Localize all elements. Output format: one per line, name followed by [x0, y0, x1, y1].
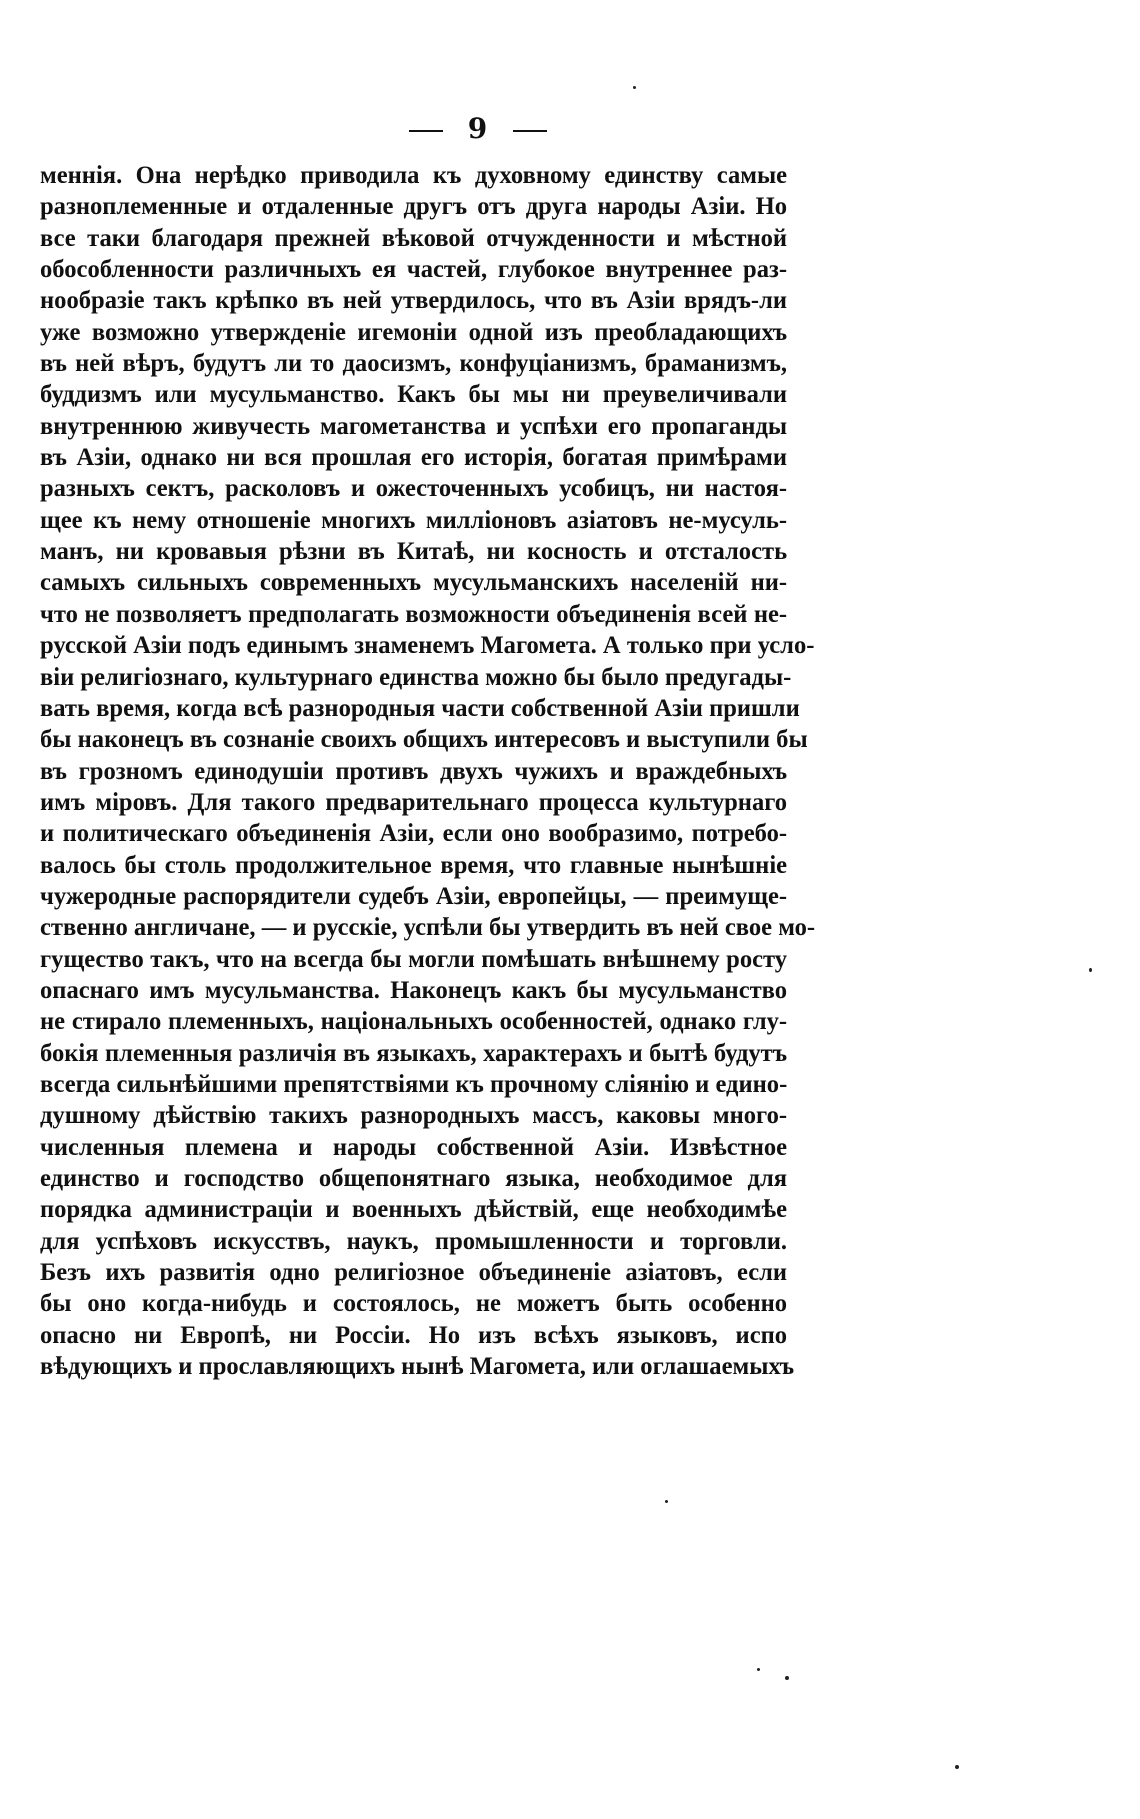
page-number-dash-left	[409, 130, 443, 132]
scan-speck	[665, 1500, 668, 1503]
text-line: не стирало племенныхъ, національныхъ особенностей, однако глу-	[40, 1008, 788, 1036]
text-line: валось бы столь продолжительное время, что главные нынѣшніе	[40, 851, 788, 879]
text-line: бокія племенныя различія въ языкахъ, характерахъ и бытѣ будутъ	[40, 1039, 788, 1067]
page-number-value: 9	[467, 112, 489, 145]
text-line: бы оно когда-нибудь и состоялось, не можетъ быть особенно	[40, 1290, 788, 1318]
text-line: для успѣховъ искусствъ, наукъ, промышленности и торговли.	[40, 1227, 788, 1255]
text-line: Безъ ихъ развитія одно религіозное объединеніе азіатовъ, если	[40, 1259, 788, 1287]
text-line: численныя племена и народы собственной Азіи. Извѣстное	[40, 1133, 788, 1161]
body-text	[40, 160, 816, 1382]
scan-speck	[955, 1765, 959, 1769]
text-line: буддизмъ или мусульманство. Какъ бы мы ни преувеличивали	[40, 381, 788, 409]
text-line: внутреннюю живучесть магометанства и успѣхи его пропаганды	[40, 412, 788, 440]
text-line: русской Азіи подъ единымъ знаменемъ Магомета. А только при усло-	[40, 632, 815, 660]
text-line: віи религіознаго, культурнаго единства можно бы было предугады-	[40, 663, 792, 691]
text-line: вать время, когда всѣ разнородныя части собственной Азіи пришли	[40, 694, 800, 722]
text-line: и политическаго объединенія Азіи, если оно вообразимо, потребо-	[40, 820, 788, 848]
text-line: разноплеменные и отдаленные другъ отъ друга народы Азіи. Но	[40, 193, 788, 221]
scan-speck	[757, 1668, 760, 1671]
text-line: самыхъ сильныхъ современныхъ мусульманскихъ населеній ни-	[40, 569, 788, 597]
page-number-dash-right	[513, 130, 547, 132]
text-line: меннія. Она нерѣдко приводила къ духовному единству самые	[40, 162, 788, 189]
text-line: опасно ни Европѣ, ни Россіи. Но изъ всѣхъ языковъ, испо	[40, 1321, 788, 1349]
text-line: разныхъ сектъ, расколовъ и ожесточенныхъ усобицъ, ни настоя-	[40, 475, 788, 503]
text-line: щее къ нему отношеніе многихъ милліоновъ азіатовъ не-мусуль-	[40, 506, 788, 534]
text-line: чужеродные распорядители судебъ Азіи, европейцы, — преимуще-	[40, 882, 788, 910]
text-line: порядка администраціи и военныхъ дѣйствій, еще необходимѣе	[40, 1196, 788, 1224]
text-line: единство и господство общепонятнаго языка, необходимое для	[40, 1165, 788, 1192]
text-line: уже возможно утвержденіе игемоніи одной изъ преобладающихъ	[40, 318, 788, 346]
scan-speck	[785, 1676, 789, 1680]
page-number	[0, 112, 956, 145]
text-line: гущество такъ, что на всегда бы могли помѣшать внѣшнему росту	[40, 945, 788, 973]
text-line: вѣдующихъ и прославляющихъ нынѣ Магомета, или оглашаемыхъ	[40, 1353, 795, 1381]
text-line: все таки благодаря прежней вѣковой отчужденности и мѣстной	[40, 224, 788, 252]
text-line: обособленности различныхъ ея частей, глубокое внутреннее раз-	[40, 256, 788, 284]
text-line: въ Азіи, однако ни вся прошлая его исторія, богатая примѣрами	[40, 444, 788, 472]
text-line: всегда сильнѣйшими препятствіями къ прочному сліянію и едино-	[40, 1070, 788, 1098]
text-line: манъ, ни кровавыя рѣзни въ Китаѣ, ни косность и отсталость	[40, 538, 788, 566]
text-line: въ грозномъ единодушіи противъ двухъ чужихъ и враждебныхъ	[40, 757, 788, 785]
text-line: имъ міровъ. Для такого предварительнаго процесса культурнаго	[40, 788, 788, 816]
text-line: нообразіе такъ крѣпко въ ней утвердилось, что въ Азіи врядъ-ли	[40, 287, 788, 315]
scan-speck	[1089, 968, 1092, 972]
text-line: что не позволяетъ предполагать возможности объединенія всей не-	[40, 600, 788, 628]
text-line: бы наконецъ въ сознаніе своихъ общихъ интересовъ и выступили бы	[40, 726, 808, 754]
text-line: въ ней вѣръ, будутъ ли то даосизмъ, конфуціанизмъ, браманизмъ,	[40, 350, 788, 378]
scan-speck	[633, 86, 636, 89]
text-line: опаснаго имъ мусульманства. Наконецъ какъ бы мусульманство	[40, 976, 788, 1004]
text-line: ственно англичане, — и русскіе, успѣли бы утвердить въ ней свое мо-	[40, 914, 816, 942]
text-line: душному дѣйствію такихъ разнородныхъ массъ, каковы много-	[40, 1102, 788, 1130]
